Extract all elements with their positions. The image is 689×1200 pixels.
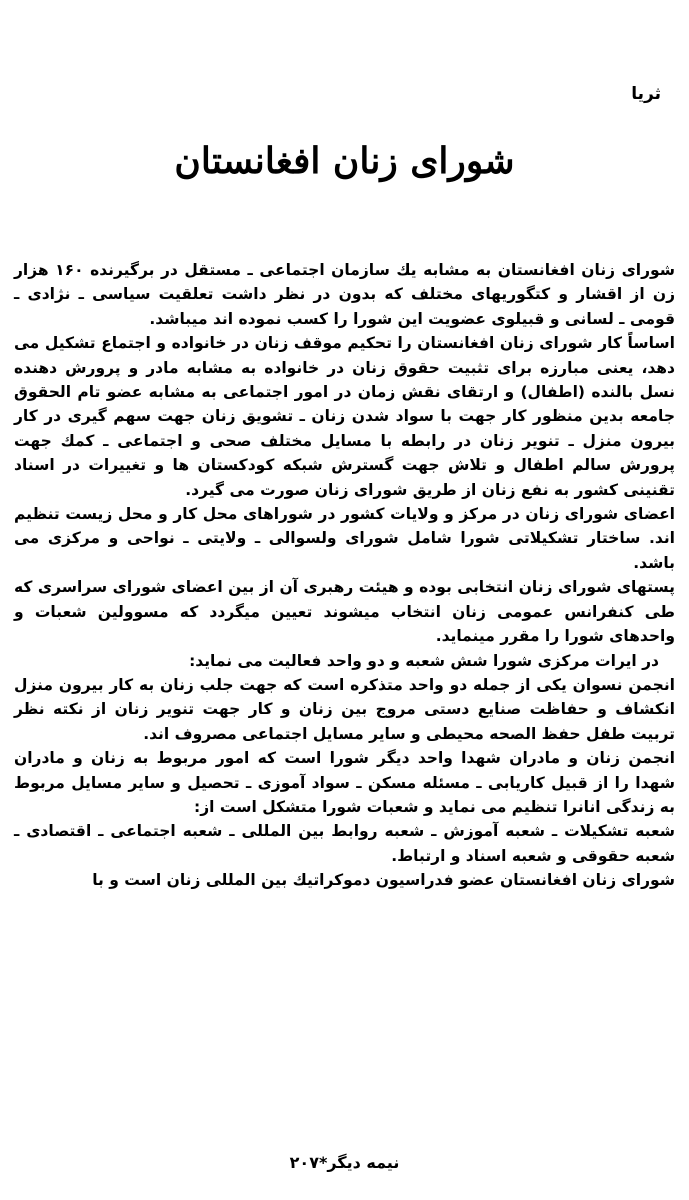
paragraph: انجمن زنان و مادران شهدا واحد دیگر شورا است که امور مربوط به زنان و مادران شهدا را از قبیل کاریابی ـ مسئله مسکن ـ سواد آموزی ـ تحصیل و سایر مسایل مربوط به زندگی انانرا تنظیم می نماید و شعبات شورا متشکل است از: [14, 749, 675, 816]
paragraph: پستهای شورای زنان انتخابی بوده و هیئت رهبری آن از بین اعضای شورای سراسری که طی کنفرانس عمومی زنان انتخاب میشوند تعیین میگردد که مسوولین شعبات و واحدهای شورا را مقرر مینماید. [14, 578, 675, 646]
paragraph: اساساً کار شورای زنان افغانستان را تحکیم موقف زنان در خانواده و اجتماع تشکیل می دهد، یعنی مبارزه برای تثبیت حقوق زنان در خانواده به مشابه مادر و پرورش دهنده نسل بالنده (اطفال) و ارتقای نقش زمان در امور اجتماعی به مشابه عضو تام الحقوق جامعه بدین منظور کار جهت با سواد شدن زنان ـ تشویق زنان جهت سهم گیری در کار بیرون منزل ـ تنویر زنان در رابطه با مسایل مختلف صحی و اجتماعی ـ کمك جهت پرورش سالم اطفال و تلاش جهت گسترش شبکه کودکستان ها و تغییرات در اسناد تقنینی کشور به نفع زنان از طریق شورای زنان صورت می گیرد. [14, 334, 675, 499]
paragraph: شورای زنان افغانستان عضو فدراسیون دموکراتیك بین المللی زنان است و با [92, 871, 675, 890]
paragraph: شعبه تشکیلات ـ شعبه آموزش ـ شعبه روابط بین المللی ـ شعبه اجتماعی ـ اقتصادی ـ شعبه حقوقی و شعبه اسناد و ارتباط. [14, 822, 675, 865]
paragraph: انجمن نسوان یکی از جمله دو واحد متذکره است که جهت جلب زنان به کار بیرون منزل انکشاف و حفاظت صنایع دستی مروج بین زنان و کار جهت تنویر زنان از نکته نظر تربیت طفل حفظ الصحه محیطی و سایر مسایل اجتماعی مصروف اند. [14, 675, 675, 743]
author-name: ثریا [631, 84, 661, 104]
paragraph: در ایرات مرکزی شورا شش شعبه و دو واحد فعالیت می نماید: [189, 651, 659, 670]
paragraph: اعضای شورای زنان در مرکز و ولایات کشور در شوراهای محل کار و محل زیست تنظیم اند. ساختار تشکیلاتی شورا شامل شورای ولسوالی ـ ولایتی ـ نواحی و مرکزی می باشد. [14, 505, 675, 572]
paragraph: شورای زنان افغانستان به مشابه یك سازمان اجتماعی ـ مستقل در برگیرنده ۱۶۰ هزار زن از اقشار و کتگوریهای مختلف که بدون در نظر داشت تعلقیت سیاسی ـ نژادی ـ قومی ـ لسانی و قبیلوی عضویت این شورا را کسب نموده اند میباشد. [14, 261, 675, 328]
article-body [14, 258, 675, 893]
article-title: شورای زنان افغانستان [174, 140, 515, 182]
page-footer: نیمه دیگر*۲۰۷ [289, 1153, 400, 1172]
